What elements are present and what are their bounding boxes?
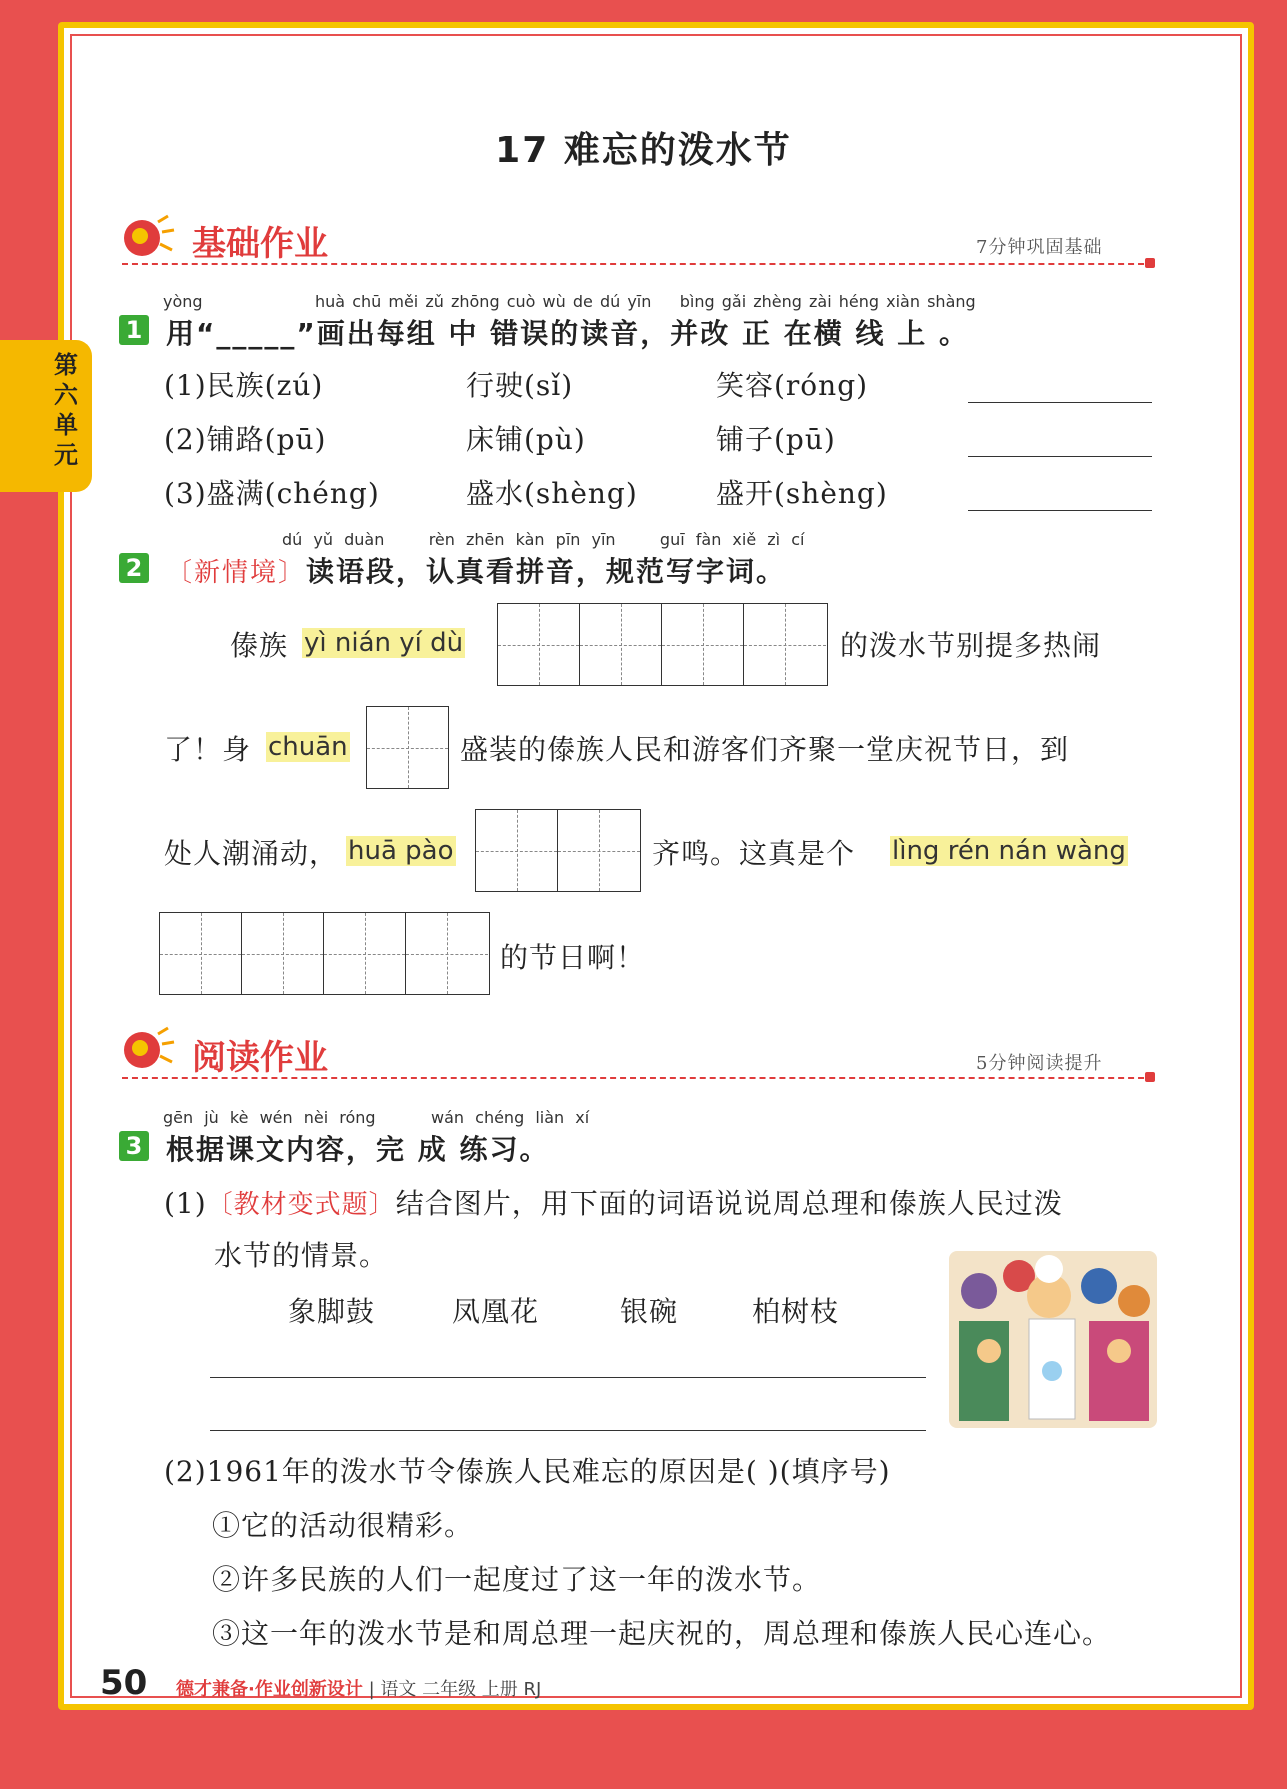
q1-row1-item2: 行驶(sǐ) (466, 369, 574, 402)
q2-line2-pre: 了！身 (164, 733, 252, 766)
q1-row2-item2: 床铺(pù) (466, 423, 586, 456)
q1-answer-line-1[interactable] (968, 402, 1152, 403)
q1-row3-item3: 盛开(shèng) (716, 477, 888, 510)
q1-answer-line-3[interactable] (968, 510, 1152, 511)
section-reading-title: 阅读作业 (192, 1038, 328, 1078)
q2-writing-grid-2[interactable] (366, 706, 449, 789)
page-number: 50 (100, 1663, 148, 1703)
section-divider-end (1145, 258, 1155, 268)
question-number-2: 2 (119, 553, 149, 583)
q1-row2-item1: (2)铺路(pū) (164, 423, 327, 456)
q1-instruction: 用“_____”画出每组 中 错误的读音，并改 正 在横 线 上 。 (166, 317, 970, 350)
q1-pinyin-yong: yòng (163, 292, 203, 311)
q2-pinyin-1: yì nián yí dù (304, 628, 464, 658)
unit-tab-label: 第六单元 (54, 351, 78, 469)
q3-part2: (2)1961年的泼水节令傣族人民难忘的原因是( )(填序号) (164, 1455, 891, 1488)
q2-line2-post: 盛装的傣族人民和游客们齐聚一堂庆祝节日，到 (460, 733, 1070, 766)
q2-line3-pre: 处人潮涌动， (164, 837, 339, 870)
q2-instruction: 〔新情境〕读语段，认真看拼音，规范写字词。 (166, 555, 787, 588)
q3-option-1: ①它的活动很精彩。 (212, 1509, 474, 1542)
q3-word-2: 凤凰花 (452, 1295, 540, 1328)
q3-answer-line-2[interactable] (210, 1430, 926, 1431)
q3-instruction: 根据课文内容，完 成 练习。 (166, 1133, 550, 1166)
q2-writing-grid-3[interactable] (475, 809, 641, 892)
lesson-title: 17 难忘的泼水节 (495, 130, 792, 171)
q3-part1: (1)〔教材变式题〕结合图片，用下面的词语说说周总理和傣族人民过泼 (164, 1187, 1063, 1220)
question-number-3: 3 (119, 1131, 149, 1161)
q3-option-3: ③这一年的泼水节是和周总理一起庆祝的，周总理和傣族人民心连心。 (212, 1617, 1112, 1650)
q1-answer-line-2[interactable] (968, 456, 1152, 457)
q1-row3-item2: 盛水(shèng) (466, 477, 638, 510)
q2-pinyin-4: lìng rén nán wàng (892, 836, 1126, 866)
q2-pinyin-3: huā pào (348, 836, 454, 866)
q2-line4-post: 的节日啊！ (500, 941, 646, 974)
lantern-icon (118, 1024, 178, 1074)
lantern-icon (118, 212, 178, 262)
footer-text: 德才兼备·作业创新设计 | 语文 二年级 上册 RJ (176, 1679, 542, 1700)
section-basic-note: 7分钟巩固基础 (976, 237, 1103, 258)
q1-row3-item1: (3)盛满(chéng) (164, 477, 380, 510)
footer-subject: 语文 二年级 上册 RJ (380, 1679, 542, 1700)
section-reading-note: 5分钟阅读提升 (976, 1053, 1103, 1074)
q2-writing-grid-1[interactable] (497, 603, 828, 686)
q2-line3-mid: 齐鸣。这真是个 (652, 837, 856, 870)
section-basic-title: 基础作业 (192, 224, 328, 264)
q2-line1-post: 的泼水节别提多热闹 (840, 629, 1102, 662)
q2-writing-grid-4[interactable] (159, 912, 490, 995)
section-divider (122, 1077, 1154, 1079)
q3-word-3: 银碗 (620, 1295, 679, 1328)
q3-option-2: ②许多民族的人们一起度过了这一年的泼水节。 (212, 1563, 822, 1596)
festival-illustration (949, 1251, 1157, 1428)
q2-line1-pre: 傣族 (230, 629, 289, 662)
unit-tab (0, 340, 92, 492)
q3-word-1: 象脚鼓 (288, 1295, 376, 1328)
q1-pinyin-row: huà chū měi zǔ zhōng cuò wù de dú yīn bìng gǎi zhèng zài héng xiàn shàng (315, 292, 976, 311)
q2-pinyin-row: dú yǔ duàn rèn zhēn kàn pīn yīn guī fàn xiě zì cí (282, 530, 805, 549)
question-number-1: 1 (119, 315, 149, 345)
q3-word-4: 柏树枝 (752, 1295, 840, 1328)
q2-pinyin-2: chuān (268, 732, 348, 762)
q1-row1-item3: 笑容(róng) (716, 369, 869, 402)
q2-tag: 〔新情境〕 (166, 558, 307, 588)
q3-pinyin-row: gēn jù kè wén nèi róng wán chéng liàn xí (163, 1108, 590, 1127)
section-divider (122, 263, 1154, 265)
q1-row1-item1: (1)民族(zú) (164, 369, 324, 402)
q3-answer-line-1[interactable] (210, 1377, 926, 1378)
q3-tag: 〔教材变式题〕 (206, 1190, 396, 1220)
section-divider-end (1145, 1072, 1155, 1082)
q1-row2-item3: 铺子(pū) (716, 423, 836, 456)
footer-brand: 德才兼备·作业创新设计 (176, 1679, 363, 1700)
q3-part1-line2: 水节的情景。 (214, 1239, 389, 1272)
